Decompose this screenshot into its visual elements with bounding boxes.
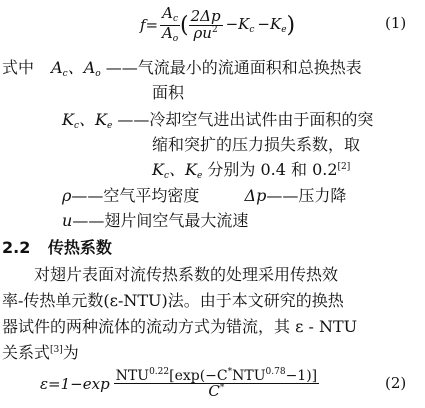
eq2-fraction: $\frac{NTU^{0.22}[\exp(-C^*NTU^{0.78}-1)]}{C^*}$ [115, 366, 318, 401]
eq1-number: (1) [385, 14, 407, 32]
eq1-pressure-fraction: $\frac{2\Delta p}{\rho u^2}$ [190, 6, 221, 42]
where-prefix: 式中 [2, 58, 35, 77]
eq1-ke-term: $-K_e$ [257, 15, 287, 35]
where-line-2: 面积 [152, 83, 185, 102]
eq1-area-ratio: $\frac{A_c}{A_o}$ [161, 4, 179, 44]
eq1-kc-term: $-K_c$ [225, 15, 255, 35]
eq1-lhs: f= [140, 16, 159, 34]
eq1-open-paren: ( [180, 12, 189, 38]
where-line-4: 缩和突扩的压力损失系数，取 [152, 135, 361, 154]
section-title: 传热系数 [47, 238, 112, 257]
para-line-3: 器试件的两种流体的流动方式为错流，其 ε - NTU [2, 317, 358, 336]
where-line-3: $K_c$、$K_e$ ——冷却空气进出试件由于面积的突 [62, 110, 374, 131]
eq1-close-paren: ) [286, 12, 296, 38]
equation-2 [40, 362, 319, 406]
para-line-2: 率-传热单元数(ε-NTU)法。由于本文研究的换热 [2, 291, 344, 310]
section-number: 2.2 [2, 238, 31, 257]
eq2-number: (2) [385, 374, 407, 392]
where-line-5: $K_c$、$K_e$ 分别为 0.4 和 0.2[2] [152, 160, 351, 181]
equation-1 [140, 2, 295, 48]
eq2-lhs: ε=1−exp [40, 375, 110, 393]
para-line-4: 关系式[3]为 [2, 343, 79, 362]
section-heading [2, 235, 112, 258]
where-line-1: 式中 $A_c$、$A_o$ ——气流最小的流通面积和总换热表 [2, 58, 362, 79]
where-line-6: ρ——空气平均密度 Δp——压力降 [62, 186, 347, 205]
where-line-7: u——翅片间空气最大流速 [62, 211, 249, 230]
para-line-1: 对翅片表面对流传热系数的处理采用传热效 [34, 265, 339, 284]
